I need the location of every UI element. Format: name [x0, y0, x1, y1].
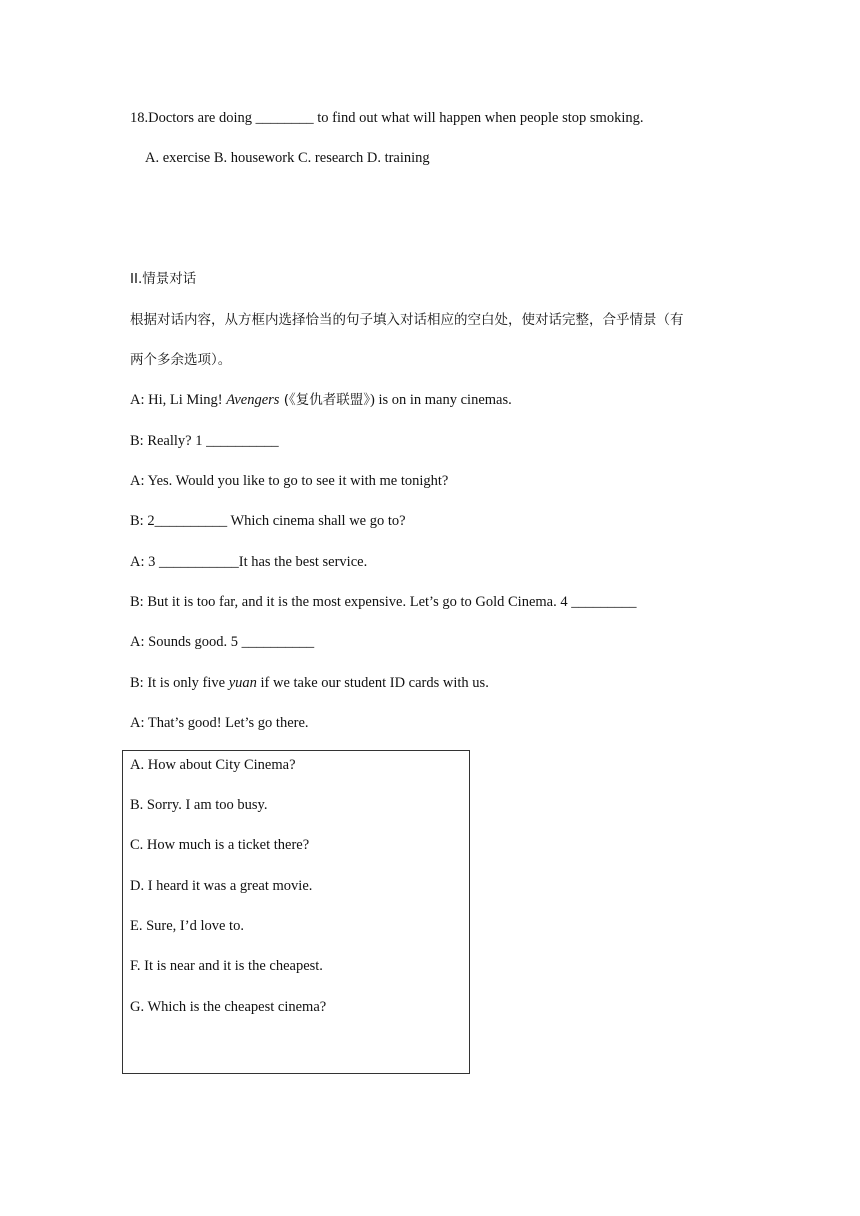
movie-title-chinese: (《复仇者联盟》 [279, 392, 370, 408]
question-18-stem: 18.Doctors are doing ________ to find out what will happen when people stop smoking. [130, 110, 644, 126]
dialogue-line-9: A: That’s good! Let’s go there. [130, 715, 309, 731]
dialogue-line-8-start: B: It is only five [130, 675, 229, 691]
dialogue-line-1-start: A: Hi, Li Ming! [130, 392, 227, 408]
dialogue-line-2: B: Really? 1 __________ [130, 433, 279, 449]
choice-b: B. Sorry. I am too busy. [130, 797, 268, 813]
choice-g: G. Which is the cheapest cinema? [130, 999, 327, 1015]
movie-title: Avengers [226, 392, 280, 408]
choice-f: F. It is near and it is the cheapest. [130, 958, 323, 974]
instruction-line-2: 两个多余选项）。 [130, 352, 232, 368]
choice-c: C. How much is a ticket there? [130, 837, 310, 853]
currency-word: yuan [228, 675, 257, 691]
choice-e: E. Sure, I’d love to. [130, 918, 244, 934]
dialogue-line-7: A: Sounds good. 5 __________ [130, 634, 315, 650]
choice-d: D. I heard it was a great movie. [130, 878, 313, 894]
instruction-line-1: 根据对话内容，从方框内选择恰当的句子填入对话相应的空白处，使对话完整，合乎情景（有 [130, 312, 684, 328]
dialogue-line-1 [130, 390, 512, 410]
choice-a: A. How about City Cinema? [130, 757, 296, 773]
dialogue-line-4: B: 2__________ Which cinema shall we go to? [130, 513, 406, 529]
question-18-options: A. exercise B. housework C. research D. training [145, 150, 430, 166]
choices-box [122, 750, 470, 1074]
dialogue-line-1-end: ) is on in many cinemas. [369, 392, 512, 408]
dialogue-line-8 [130, 673, 489, 693]
dialogue-line-8-end: if we take our student ID cards with us. [256, 675, 489, 691]
section-title: II.情景对话 [130, 271, 197, 287]
dialogue-line-5: A: 3 ___________It has the best service. [130, 554, 368, 570]
dialogue-line-6: B: But it is too far, and it is the most expensive. Let’s go to Gold Cinema. 4 _________ [130, 594, 637, 610]
dialogue-line-3: A: Yes. Would you like to go to see it with me tonight? [130, 473, 449, 489]
